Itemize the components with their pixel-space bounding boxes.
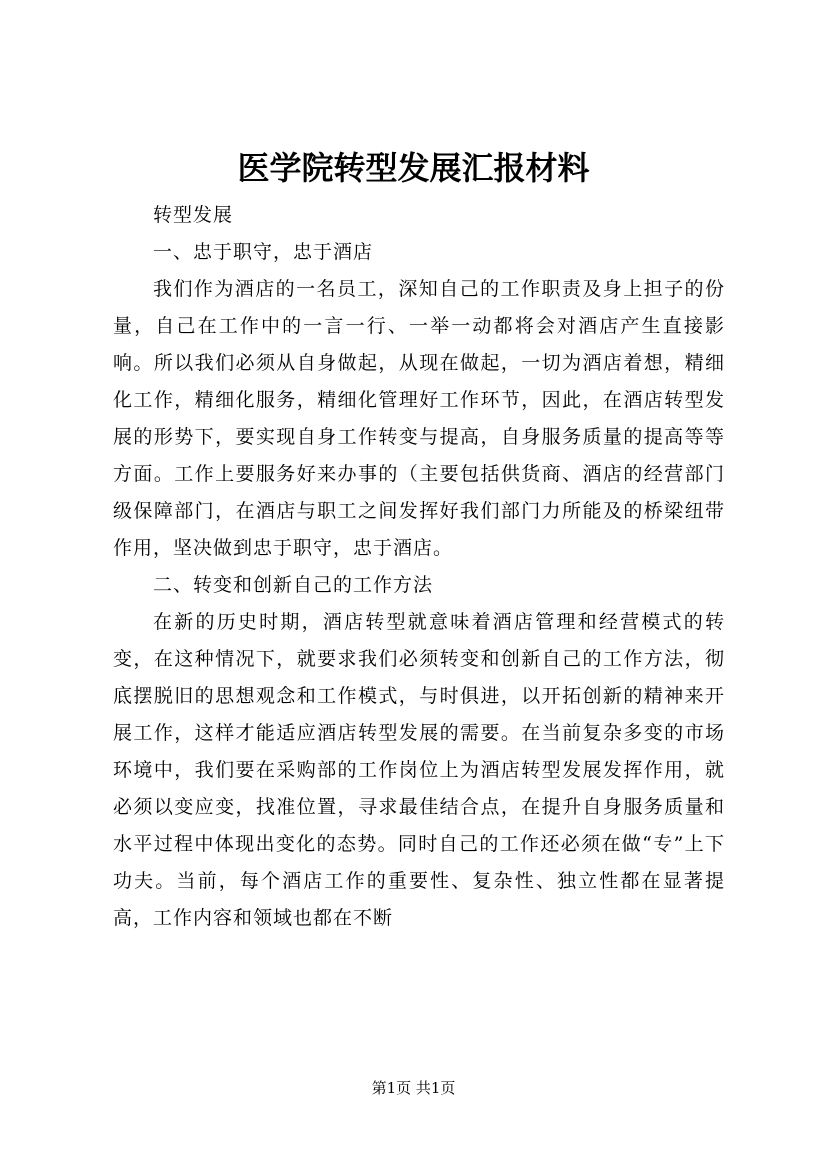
section-heading-work-methods: 二、转变和创新自己的工作方法: [153, 574, 434, 596]
page-footer: 第1页 共1页: [371, 1079, 456, 1097]
paragraph-loyalty-body: 我们作为酒店的一名员工，深知自己的工作职责及身上担子的份量，自己在工作中的一言一行、一举一动都将会对酒店产生直接影响。所以我们必须从自身做起，从现在做起，一切为酒店着想，精细化工作，精细化服务，精细化管理好工作环节，因此，在酒店转型发展的形势下，要实现自身工作转变与提高，自身服务质量的提高等等方面。工作上要服务好来办事的（主要包括供货商、酒店的经营部门级保障部门，在酒店与职工之间发挥好我们部门力所能及的桥梁纽带作用，坚决做到忠于职守，忠于酒店。: [113, 278, 725, 559]
section-heading-transformation: 转型发展: [153, 204, 234, 226]
document-title: 医学院转型发展汇报材料: [237, 149, 590, 187]
section-heading-loyalty: 一、忠于职守，忠于酒店: [153, 241, 374, 263]
paragraph-work-methods-body: 在新的历史时期，酒店转型就意味着酒店管理和经营模式的转变，在这种情况下，就要求我们必须转变和创新自己的工作方法，彻底摆脱旧的思想观念和工作模式，与时俱进，以开拓创新的精神来开展工作，这样才能适应酒店转型发展的需要。在当前复杂多变的市场环境中，我们要在采购部的工作岗位上为酒店转型发展发挥作用，就必须以变应变，找准位置，寻求最佳结合点，在提升自身服务质量和水平过程中体现出变化的态势。同时自己的工作还必须在做“专”上下功夫。当前，每个酒店工作的重要性、复杂性、独立性都在显著提高，工作内容和领域也都在不断: [113, 611, 725, 929]
document-body: [113, 197, 725, 937]
